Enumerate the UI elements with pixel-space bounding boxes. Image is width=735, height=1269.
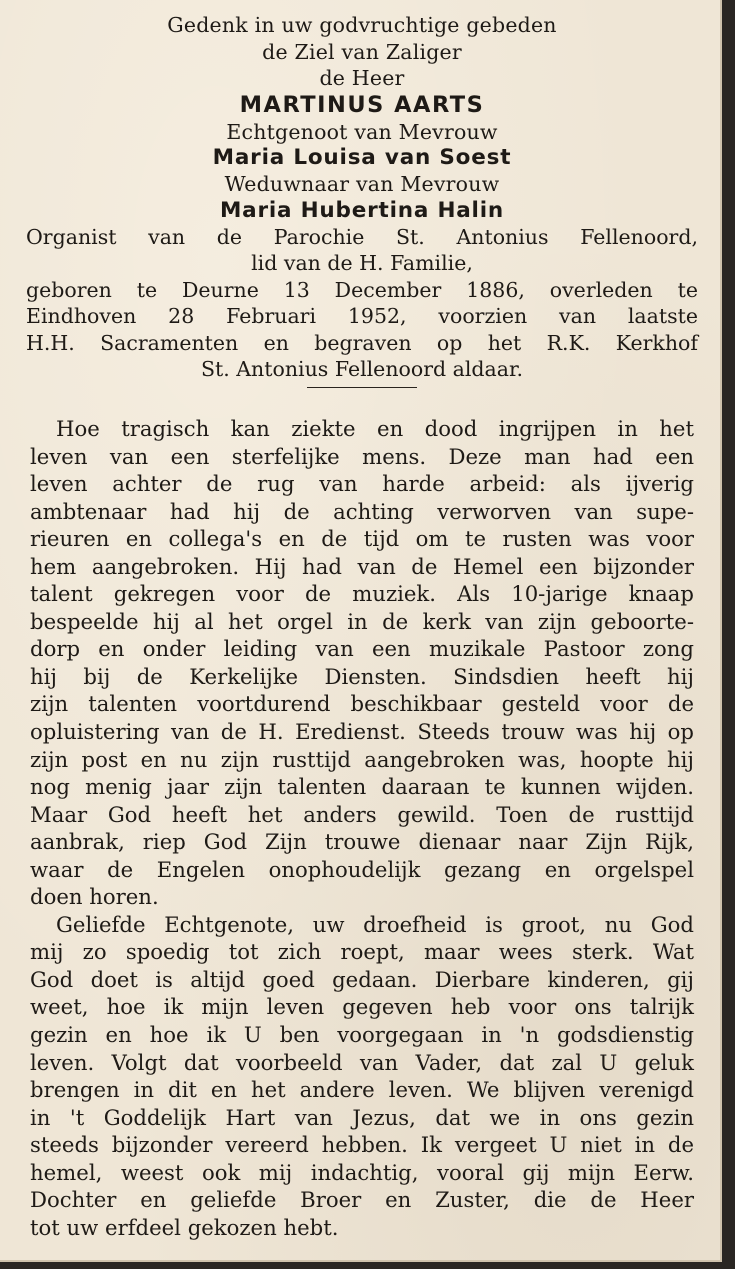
text-line: gezin en hoe ik U ben voorgegaan in 'n godsdienstig [30, 1022, 694, 1048]
text-line: rieuren en collega's en de tijd om te rusten was voor [30, 526, 694, 552]
text-line: Hoe tragisch kan ziekte en dood ingrijpen in het [56, 416, 694, 441]
text-line: nog menig jaar zijn talenten daaraan te kunnen wijden. [30, 774, 694, 800]
text-line: bespeelde hij al het orgel in de kerk van zijn geboorte- [30, 608, 694, 634]
life-line: H.H. Sacramenten en begraven op het R.K. Kerkhof [26, 330, 698, 355]
life-line: Eindhoven 28 Februari 1952, voorzien van laatste [26, 304, 698, 328]
divider [307, 387, 417, 388]
text-line: zijn post en nu zijn rusttijd aangebroken was, hoopte hij [30, 746, 694, 772]
text-line: Dochter en geliefde Broer en Zuster, die de Heer [30, 1187, 694, 1213]
intro-line: de Ziel van Zaliger [262, 39, 462, 64]
text-line: leven achter de rug van harde arbeid: als ijverig [30, 471, 694, 497]
text-line: steeds bijzonder vereerd hebben. Ik vergeet U niet in de [30, 1132, 694, 1158]
text-line: hij bij de Kerkelijke Diensten. Sindsdien heeft hij [30, 663, 694, 689]
text-line: dorp en onder leiding van een muzikale Pastoor zong [30, 636, 694, 662]
text-line: God doet is altijd goed gedaan. Dierbare kinderen, gij [30, 966, 694, 992]
text-line: hem aangebroken. Hij had van de Hemel een bijzonder [30, 553, 694, 579]
membership-line: lid van de H. Familie, [251, 251, 473, 275]
text-line: waar de Engelen onophoudelijk gezang en orgelspel [30, 856, 694, 882]
text-line: weet, hoe ik mijn leven gegeven heb voor ons talrijk [30, 994, 694, 1020]
text-line: opluistering van de H. Eredienst. Steeds trouw was hij op [30, 719, 694, 745]
role-line: Organist van de Parochie St. Antonius Fellenoord, [26, 224, 698, 249]
card-header [26, 12, 698, 394]
text-line: ambtenaar had hij de achting verworven van supe- [30, 498, 694, 524]
text-line: Geliefde Echtgenote, uw droefheid is groot, nu God [56, 911, 694, 937]
text-line: leven. Volgt dat voorbeeld van Vader, dat zal U geluk [30, 1049, 694, 1075]
text-line: hemel, weest ook mij indachtig, vooral gij mijn Eerw. [30, 1159, 694, 1185]
text-line: talent gekregen voor de muziek. Als 10-jarige knaap [30, 581, 694, 607]
text-line: doen horen. [30, 884, 159, 910]
widower-label: Weduwnaar van Mevrouw [224, 172, 500, 196]
text-line: aanbrak, riep God Zijn trouwe dienaar naar Zijn Rijk, [30, 829, 694, 855]
intro-line: Gedenk in uw godvruchtige gebeden [167, 13, 557, 37]
spouse-label: Echtgenoot van Mevrouw [226, 119, 498, 144]
spouse-name: Maria Louisa van Soest [212, 145, 512, 170]
text-line: tot uw erfdeel gekozen hebt. [30, 1214, 339, 1240]
first-wife-name: Maria Hubertina Halin [219, 197, 505, 223]
card-body [30, 415, 694, 1241]
paragraph-1 [30, 415, 694, 911]
paragraph-2 [30, 911, 694, 1242]
burial-place: St. Antonius Fellenoord aldaar. [200, 357, 524, 381]
text-line: in 't Goddelijk Hart van Jezus, dat we in ons gezin [30, 1104, 694, 1130]
intro-line: de Heer [319, 66, 405, 90]
text-line: brengen in dit en het andere leven. We blijven verenigd [30, 1077, 694, 1103]
life-line: geboren te Deurne 13 December 1886, overleden te [26, 277, 698, 302]
text-line: Maar God heeft het anders gewild. Toen de rusttijd [30, 801, 694, 827]
deceased-name: MARTINUS AARTS [239, 91, 485, 118]
text-line: zijn talenten voortdurend beschikbaar gesteld voor de [30, 691, 694, 717]
text-line: leven van een sterfelijke mens. Deze man had een [30, 443, 694, 469]
text-line: mij zo spoedig tot zich roept, maar wees sterk. Wat [30, 939, 694, 965]
